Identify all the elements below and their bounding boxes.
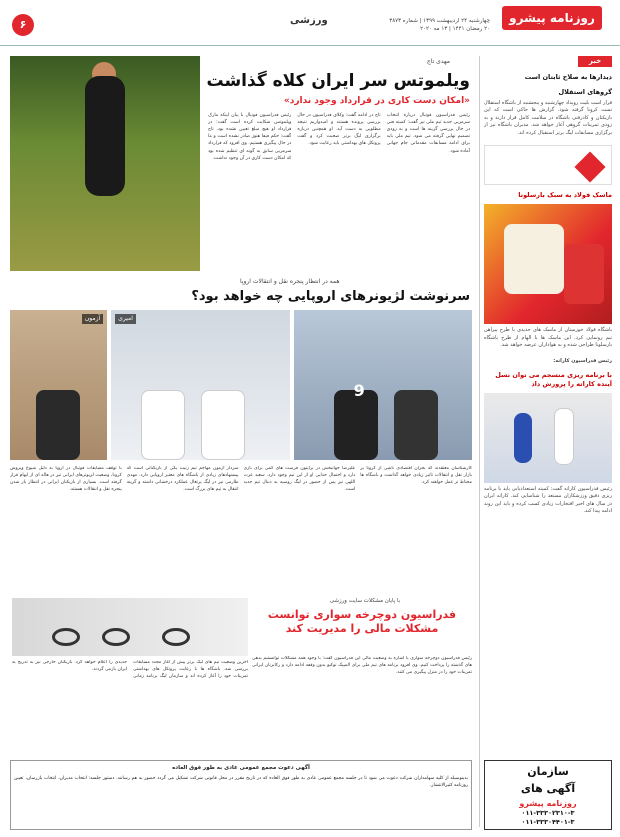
wheel-1	[52, 628, 80, 646]
lead-subhead: «امکان دست کاری در قرارداد وجود ندارد»	[283, 96, 470, 106]
mask-shirt-image	[484, 204, 612, 324]
sidebar-story1-sub: گروهای استقلال	[558, 88, 612, 97]
ad-box	[484, 760, 612, 830]
sidebar-story1-text: قرار است بلیت رویداد چهارشنبه و پنجشنبه از باشگاه استقلال تست کرونا گرفته شود. گزارش ها حاکی است که این بازیکنان و کادرفنی باشگاه در سلامت کامل قرار دارند و به زودی تمرینات گروهی آغاز خواهد شد. مدیران باشگاه نیز از برگزاری مسابقات لیگ برتر استقبال کرده اند.	[484, 99, 612, 136]
second-col-3: علیرضا جهانبخش در برایتون فرصت های کمی برای بازی دارد و احتمال جدایی او از این تیم وجود دارد. سعید عزت اللهی نیز پس از حضور در لیگ روسیه به دنبال تیم جدید است.	[243, 466, 356, 492]
date-line-2: ۲۰ رمضان ۱۴۴۱ | ۱۳ مه ۲۰۲۰	[420, 25, 490, 32]
sidebar-story3-text: رئیس فدراسیون کاراته گفت: کمیته استعدادیابی باید با برنامه ریزی دقیق ورزشکاران مستعد را شناسایی کند. کاراته ایران در سال های اخیر افتخارات زیادی کسب کرده و باید این روند ادامه پیدا کند.	[484, 485, 612, 515]
jersey-dark	[36, 390, 80, 460]
sidebar-story2-title: ماسک فولاد به سبک بارسلونا	[518, 191, 612, 200]
second-headline: سرنوشت لژیونرهای اروپایی چه خواهد بود؟	[191, 289, 470, 304]
newspaper-logo: روزنامه پیشرو	[502, 6, 602, 30]
lead-kicker: مهدی تاج	[426, 58, 450, 65]
player-photo-2	[111, 310, 289, 460]
legal-notice	[10, 760, 472, 830]
second-col-4: کارشناسان معتقدند که بحران اقتصادی ناشی از کرونا بر بازار نقل و انتقالات تاثیر زیادی خواهد گذاشت و باشگاه ها محتاط تر عمل خواهند کرد.	[360, 466, 472, 485]
wheel-3	[162, 628, 190, 646]
page-header	[0, 0, 620, 46]
player-photo-3	[10, 310, 107, 460]
cycling-headline: فدراسیون دوچرخه سواری توانست مشکلات مالی را مدیریت کند	[267, 608, 457, 636]
ad-phone-2: ۰۱۱-۳۳۳۰۴۴۰۱-۳	[521, 818, 575, 827]
player-photo-row	[10, 310, 472, 460]
page-number: ۶	[12, 14, 34, 36]
lead-col-3: رئیس فدراسیون فوتبال درباره انتخاب سرمربی جدید تیم ملی نیز گفت: کمیته فنی در حال بررسی گزینه ها است و به زودی تصمیم نهایی گرفته می شود. تیم ملی باید برای ادامه مسابقات مقدماتی جام جهانی آماده شود.	[386, 113, 470, 154]
photo-caption-2: آزمون	[82, 314, 103, 324]
date-line-1: چهارشنبه ۲۴ اردیبهشت ۱۳۹۹ | شماره ۳۸۷۳	[389, 18, 490, 24]
coach-photo	[10, 56, 200, 271]
coach-body	[85, 76, 125, 196]
cycling-kicker: با پایان مشکلات سایت ورزشی	[329, 598, 401, 604]
date-line	[360, 18, 490, 33]
second-col-1: با توقف مسابقات فوتبال در اروپا به دلیل شیوع ویروس کرونا، وضعیت لژیونرهای ایرانی نیز در هاله ای از ابهام قرار گرفته است. بسیاری از بازیکنان ایرانی در انتظار باز شدن پنجره نقل و انتقالات هستند.	[10, 466, 122, 492]
cycling-body: رئیس فدراسیون دوچرخه سواری با اشاره به وضعیت مالی این فدراسیون گفت: با وجود همه مشکلات توانستیم بدهی های گذشته را پرداخت کنیم. وی افزود برنامه های تیم ملی برای المپیک توکیو بدون وقفه ادامه دارد و رکابزنان ایرانی تمرینات خود را در منزل پیگیری می کنند.	[252, 656, 472, 675]
wheel-2	[102, 628, 130, 646]
news-sidebar	[484, 56, 612, 827]
ad-phone-1: ۰۱۱-۳۳۳۰۲۳۱۰-۳	[521, 809, 575, 818]
sidebar-story3-title: با برنامه ریزی منسجم می توان نسل آینده کاراته را پرورش داد	[495, 371, 612, 388]
photo-caption-1: امیری	[115, 314, 136, 324]
notice-title: آگهی دعوت مجمع عمومی عادی به طور فوق العاده	[172, 765, 310, 771]
sidebar-story3-kicker: رئیس فدراسیون کاراته:	[553, 357, 612, 364]
second-col-2: سردار آزمون مهاجم تیم زنیت یکی از بازیکنانی است که پیشنهادهای زیادی از باشگاه های معتبر اروپایی دارد. مهدی طارمی نیز در لیگ پرتغال عملکرد درخشانی داشته و گزینه انتقال به تیم های بزرگ است.	[126, 466, 239, 492]
section-title: ورزشی	[290, 15, 328, 26]
lead-headline: ویلموتس سر ایران کلاه گذاشت	[206, 71, 470, 91]
lead-body	[208, 112, 470, 272]
lead-col-1: رئیس فدراسیون فوتبال با بیان اینکه مارک ویلموتس شکایت کرده است گفت: در قرارداد او هیچ مبلغ تعیین نشده بود. تاج گفت: حکم فیفا هنوز صادر نشده است و ما در حال پیگیری هستیم. وی افزود که قرارداد سرمربی سابق به گونه ای تنظیم شده بود که امکان دست کاری در آن وجود نداشت.	[208, 113, 292, 161]
second-kicker: همه در انتظار پنجره نقل و انتقالات اروپا	[240, 278, 340, 285]
jersey-white-2	[201, 390, 245, 460]
ad-line-1: سازمان	[527, 765, 569, 778]
player-photo-1	[294, 310, 472, 460]
karate-image	[484, 393, 612, 483]
sidebar-tag: خبر	[578, 56, 612, 67]
sidebar-story2-text: باشگاه فولاد خوزستان از ماسک های جدیدی با طرح پیراهن تیم رونمایی کرد. این ماسک ها با الهام از طرح باشگاه بارسلونا طراحی شده و به هواداران عرضه خواهد شد.	[484, 327, 612, 349]
ad-line-3: روزنامه پیشرو	[519, 798, 577, 808]
sidebar-story1-title: دیدارها به صلاح ثابتان است	[524, 73, 612, 82]
jersey-black-2	[394, 390, 438, 460]
bottom-left-body: آخرین وضعیت تیم های لیگ برتر پیش از آغاز مجدد مسابقات بررسی شد. باشگاه ها با رعایت پروتکل های بهداشتی تمرینات خود را آغاز کرده اند و سازمان لیگ برنامه زمانی جدیدی را اعلام خواهد کرد. بازیکنان خارجی نیز به تدریج به ایران بازمی گردند.	[12, 660, 248, 679]
cycling-photo	[12, 598, 248, 656]
notice-text: بدینوسیله از کلیه سهامداران شرکت دعوت می شود تا در جلسه مجمع عمومی عادی به طور فوق العاده که در تاریخ مقرر در محل قانونی شرکت تشکیل می گردد حضور به هم رسانند. دستور جلسه: انتخاب مدیران، انتخاب بازرسان، تعیین روزنامه کثیرالانتشار.	[14, 775, 468, 788]
second-body	[10, 466, 472, 586]
ad-line-2: آگهی های	[520, 781, 576, 795]
jersey-white	[141, 390, 185, 460]
club-logo-image	[484, 145, 612, 185]
jersey-number-9: 9	[353, 381, 365, 400]
lead-col-2: تاج در ادامه گفت: وکلای فدراسیون در حال بررسی پرونده هستند و امیدواریم نتیجه مطلوبی به دست آید. او همچنین درباره برگزاری لیگ برتر صحبت کرد و گفت پروتکل های بهداشتی باید رعایت شود.	[297, 113, 381, 147]
column-divider	[479, 56, 480, 827]
